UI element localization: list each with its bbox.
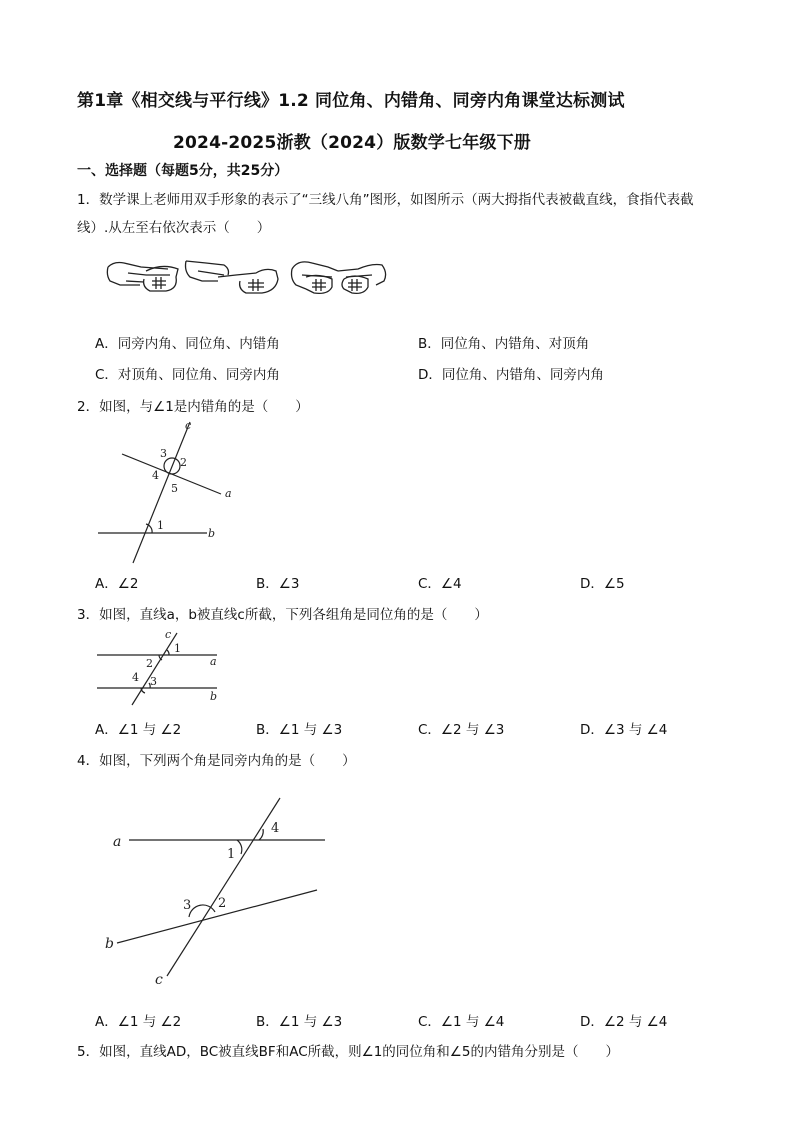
q2-angle-2: 2	[180, 456, 187, 469]
q4-angle-4: 4	[271, 821, 280, 836]
doc-title-line1: 第1章《相交线与平行线》1.2 同位角、内错角、同旁内角课堂达标测试	[77, 91, 625, 111]
doc-title-line2: 2024-2025浙教（2024）版数学七年级下册	[173, 133, 531, 153]
q2-label-c: c	[185, 419, 192, 432]
q2-option-b: B．∠3	[256, 576, 300, 592]
q5-stem: 5．如图，直线AD，BC被直线BF和AC所截，则∠1的同位角和∠5的内错角分别是（ ）	[77, 1044, 620, 1060]
q3-label-b: b	[210, 690, 218, 703]
hand-pair-3	[292, 262, 386, 294]
q4-option-c: C．∠1 与 ∠4	[418, 1014, 505, 1030]
q1-stem-line2: 线）.从左至右依次表示（ ）	[77, 220, 271, 236]
q3-line-c	[132, 633, 177, 705]
q3-option-c: C．∠2 与 ∠3	[418, 722, 505, 738]
q4-option-d: D．∠2 与 ∠4	[580, 1014, 668, 1030]
q2-option-c: C．∠4	[418, 576, 462, 592]
q4-option-a: A．∠1 与 ∠2	[95, 1014, 182, 1030]
q2-option-a: A．∠2	[95, 576, 139, 592]
q1-hands-figure	[106, 255, 388, 300]
q3-figure	[95, 627, 225, 707]
q2-angle-4: 4	[152, 469, 159, 482]
q4-line-c	[167, 798, 280, 976]
q1-option-c: C．对顶角、同位角、同旁内角	[95, 367, 280, 383]
q2-angle-3: 3	[160, 447, 167, 460]
q2-option-d: D．∠5	[580, 576, 625, 592]
q4-label-c: c	[155, 972, 163, 988]
q3-angle-2: 2	[146, 657, 153, 670]
q2-label-a: a	[225, 487, 232, 500]
hand-pair-1	[107, 263, 178, 292]
section-heading: 一、选择题（每题5分，共25分）	[77, 163, 289, 179]
q1-option-d: D．同位角、内错角、同旁内角	[418, 367, 604, 383]
q3-angle-3: 3	[150, 675, 157, 688]
q3-angle-4: 4	[132, 671, 139, 684]
q3-angle-1: 1	[174, 642, 181, 655]
q4-label-a: a	[113, 834, 122, 850]
q3-label-a: a	[210, 655, 217, 668]
q3-option-d: D．∠3 与 ∠4	[580, 722, 668, 738]
q4-angle-1: 1	[227, 847, 236, 862]
q3-option-a: A．∠1 与 ∠2	[95, 722, 182, 738]
q1-option-b: B．同位角、内错角、对顶角	[418, 336, 590, 352]
q2-stem: 2．如图，与∠1是内错角的是（ ）	[77, 399, 309, 415]
q3-option-b: B．∠1 与 ∠3	[256, 722, 343, 738]
q4-stem: 4．如图，下列两个角是同旁内角的是（ ）	[77, 753, 356, 769]
hand-pair-2	[186, 261, 279, 293]
q1-option-a: A．同旁内角、同位角、内错角	[95, 336, 280, 352]
q2-angle-5: 5	[171, 482, 178, 495]
q4-figure	[105, 790, 335, 990]
q2-angle-1: 1	[157, 519, 164, 532]
q4-option-b: B．∠1 与 ∠3	[256, 1014, 343, 1030]
q3-stem: 3．如图，直线a，b被直线c所截，下列各组角是同位角的是（ ）	[77, 607, 488, 623]
q2-line-c	[133, 422, 190, 563]
q4-angle-3: 3	[183, 898, 192, 913]
q2-label-b: b	[208, 527, 216, 540]
q3-label-c: c	[165, 628, 172, 641]
q1-stem-line1: 1．数学课上老师用双手形象的表示了“三线八角”图形，如图所示（两大拇指代表被截直线，食指代表截	[77, 192, 694, 208]
q4-label-b: b	[105, 936, 114, 952]
q4-angle-2: 2	[218, 896, 227, 911]
q2-figure	[95, 418, 232, 568]
